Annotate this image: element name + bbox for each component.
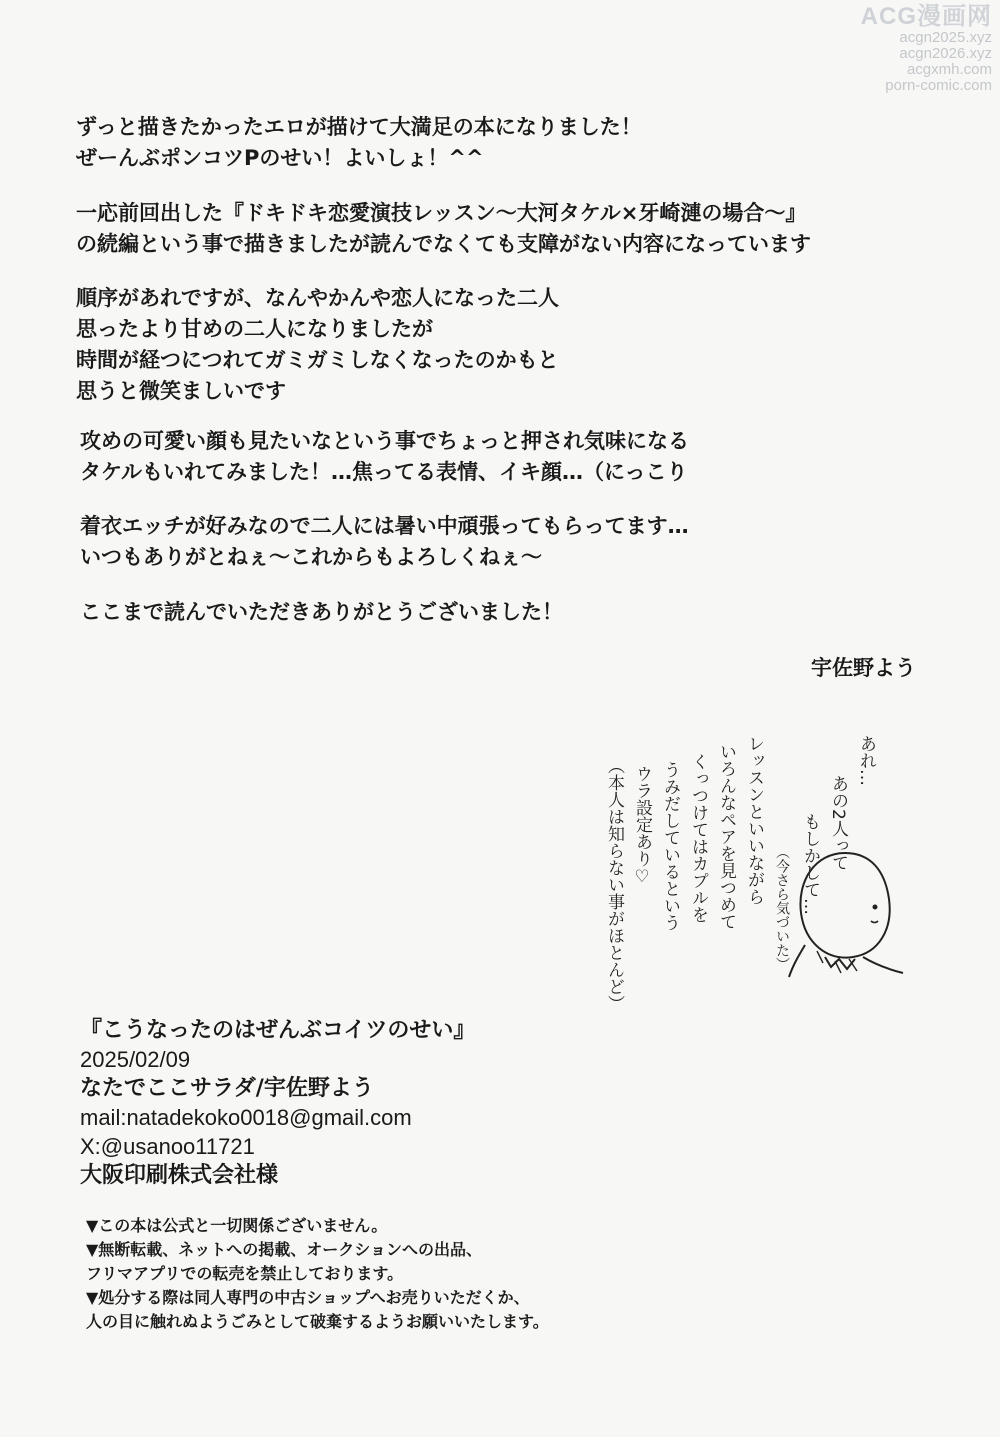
- doodle-character-illustration: [775, 845, 915, 980]
- afterword-paragraph: [76, 198, 811, 260]
- text-line: 着衣エッチが好みなので二人には暑い中頑張ってもらってます…: [80, 514, 689, 538]
- note-column: レッスンといいながら: [744, 735, 764, 905]
- text-line: ぜーんぶポンコツPのせい！よいしょ！^^: [76, 146, 484, 170]
- note-column: ウラ設定あり♡: [632, 765, 652, 887]
- notice-line: フリマアプリでの転売を禁止しております。: [86, 1264, 404, 1283]
- text-line: 思ったより甘めの二人になりましたが: [76, 317, 433, 341]
- circle-name: なたでここサラダ/宇佐野よう: [80, 1076, 374, 1101]
- note-column: もしかして…: [800, 813, 820, 915]
- notice-line: ▼無断転載、ネットへの掲載、オークションへの出品、: [86, 1240, 482, 1259]
- text-line: いつもありがとねぇ〜これからもよろしくねぇ〜: [80, 545, 542, 569]
- text-line: 時間が経つにつれてガミガミしなくなったのかもと: [76, 348, 559, 372]
- book-title: 『こうなったのはぜんぶコイツのせい』: [80, 1018, 476, 1043]
- mail-address: mail:natadekoko0018@gmail.com: [80, 1105, 412, 1130]
- notice-line: 人の目に触れぬようごみとして破棄するようお願いいたします。: [86, 1312, 549, 1331]
- watermark-domain: acgn2026.xyz: [899, 45, 992, 62]
- notice-line: ▼処分する際は同人専門の中古ショップへお売りいただくか、: [86, 1288, 530, 1307]
- note-column: いろんなペアを見つめて: [716, 743, 736, 930]
- author-signature: 宇佐野よう: [811, 656, 916, 680]
- watermark-domain: acgn2025.xyz: [899, 29, 992, 46]
- afterword-paragraph: [80, 511, 689, 573]
- notice-line: ▼この本は公式と一切関係ございません。: [86, 1216, 388, 1235]
- watermark-domain: porn-comic.com: [885, 77, 992, 94]
- publish-date: 2025/02/09: [80, 1047, 191, 1072]
- printer-name: 大阪印刷株式会社様: [80, 1163, 279, 1188]
- text-line: 攻めの可愛い顔も見たいなという事でちょっと押され気味になる: [80, 429, 689, 453]
- text-line: タケルもいれてみました！…焦ってる表情、イキ顔…（にっこり: [80, 460, 688, 484]
- colophon: [80, 1016, 475, 1190]
- note-column: あれ…: [856, 735, 876, 786]
- note-column: あの2人って: [828, 775, 848, 871]
- text-line: ここまで読んでいただきありがとうございました！: [80, 600, 563, 624]
- note-column: うみだしているという: [660, 761, 680, 931]
- watermark: [861, 4, 992, 94]
- text-line: 順序があれですが、なんやかんや恋人になった二人: [76, 286, 559, 310]
- text-line: の続編という事で描きましたが読んでなくても支障がない内容になっています: [76, 232, 811, 256]
- note-column: （今さら気づいた）: [774, 845, 790, 971]
- watermark-domain: acgxmh.com: [906, 61, 992, 78]
- notice-list: [86, 1214, 549, 1334]
- text-line: 思うと微笑ましいです: [76, 379, 286, 403]
- text-line: 一応前回出した『ドキドキ恋愛演技レッスン〜大河タケル×牙崎漣の場合〜』: [76, 201, 807, 225]
- afterword-paragraph: [80, 597, 563, 628]
- text-line: ずっと描きたかったエロが描けて大満足の本になりました！: [76, 115, 642, 139]
- note-column: （本人は知らない事がほとんど）: [604, 757, 624, 1012]
- watermark-brand: ACG漫画网: [860, 3, 992, 30]
- afterword-paragraph: [76, 112, 642, 174]
- afterword-paragraph: [76, 283, 559, 407]
- x-account: X:@usanoo11721: [80, 1134, 255, 1159]
- note-column: くっつけてはカプルを: [688, 753, 708, 923]
- afterword-paragraph: [80, 426, 689, 488]
